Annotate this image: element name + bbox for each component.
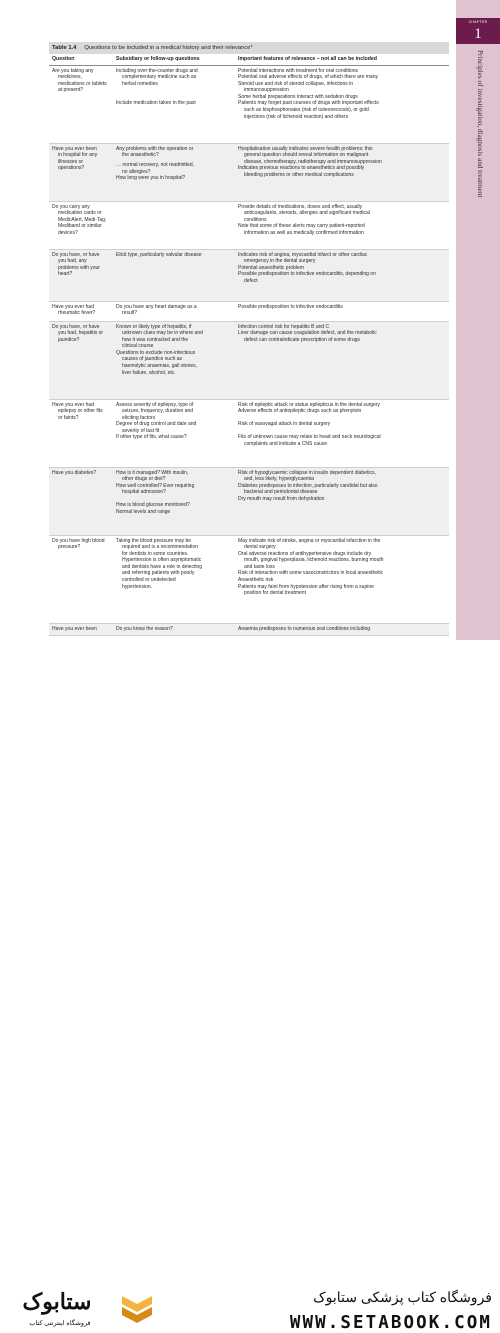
- relevance-cell-line: Risk of epileptic attack or status epilepticus in the dental surgery: [238, 401, 381, 408]
- question-line: Are you taking any: [52, 67, 94, 74]
- relevance-cell-line: conditions: [244, 216, 267, 223]
- relevance-cell: [235, 250, 449, 301]
- relevance-cell-line: disease, chemotherapy, radiotherapy and immunosuppression: [244, 158, 382, 165]
- relevance-cell-line: Risk of hypoglycaemic collapse in insulin dependent diabetics,: [238, 469, 376, 476]
- follow-up-cell-line: required and is a recommendation: [122, 544, 198, 551]
- relevance-cell-line: bacterial and periodontal disease: [244, 489, 318, 496]
- relevance-cell-line: Indicates risk of angina, myocardial infarct or other cardiac: [238, 251, 368, 258]
- table-row: [49, 624, 449, 636]
- relevance-cell-line: Risk of interaction with some vasoconstrictors in local anaesthetic: [238, 570, 384, 577]
- follow-up-cell-line: Any problems with the operation or: [116, 145, 194, 152]
- follow-up-cell: [113, 468, 235, 535]
- relevance-cell-line: injections (risk of lichenoid reaction) and others: [244, 113, 349, 120]
- question-line: Have you ever had: [52, 401, 94, 408]
- chapter-title: Principles of investigation, diagnosis and treatment: [476, 50, 484, 198]
- question-cell: [49, 66, 113, 143]
- question-line: jaundice?: [58, 336, 80, 343]
- relevance-cell-line: immunosuppression: [244, 87, 289, 94]
- question-line: you had, any: [58, 258, 87, 265]
- table-caption-text: Questions to be included in a medical history and their relevance*: [84, 45, 253, 51]
- relevance-cell-line: and taste loss: [244, 563, 275, 570]
- relevance-cell-line: information as well as medically confirmed information: [244, 229, 364, 236]
- follow-up-cell-line: liver failure, alcohol, etc.: [122, 369, 176, 376]
- question-cell: [49, 624, 113, 635]
- relevance-cell-line: and, less likely, hyperglycaemia: [244, 476, 314, 483]
- follow-up-cell-line: causes of jaundice such as: [122, 356, 183, 363]
- question-line: Do you have, or have: [52, 323, 100, 330]
- follow-up-cell-line: controlled or undetected: [122, 577, 176, 584]
- follow-up-cell-line: and referring patients with poorly: [122, 570, 195, 577]
- question-cell: [49, 302, 113, 321]
- relevance-cell: [235, 468, 449, 535]
- table-row: [49, 536, 449, 624]
- question-line: you had, hepatitis or: [58, 330, 104, 337]
- relevance-cell-line: emergency in the dental surgery: [244, 258, 316, 265]
- question-line: Do you have high blood: [52, 537, 105, 544]
- relevance-cell-line: Potential oral adverse effects of drugs, of which there are many: [238, 74, 378, 81]
- follow-up-cell-line: how it was contracted and the: [122, 336, 189, 343]
- question-line: at present?: [58, 87, 84, 94]
- follow-up-cell: [113, 202, 235, 249]
- relevance-cell-line: Indicates previous reactions to anaesthetics and possibly: [238, 165, 365, 172]
- question-cell: [49, 250, 113, 301]
- relevance-cell-line: Potential anaesthetic problem: [238, 264, 304, 271]
- question-line: problems with your: [58, 264, 100, 271]
- table-row: [49, 66, 449, 144]
- question-line: operations?: [58, 165, 85, 172]
- relevance-cell-line: general question should reveal information on malignant: [244, 152, 369, 159]
- question-cell: [49, 202, 113, 249]
- relevance-cell-line: bleeding problems or other medical complications: [244, 171, 354, 178]
- publisher-footer: [0, 640, 500, 1333]
- relevance-cell-line: Fits of unknown cause may relate to head and neck neurological: [238, 434, 381, 441]
- follow-up-cell-line: hypertension.: [122, 583, 153, 590]
- question-line: Have you diabetes?: [52, 469, 97, 476]
- relevance-cell: [235, 202, 449, 249]
- header-relevance: Important features of relevance – not all can be included: [238, 56, 377, 62]
- follow-up-cell-line: Known or likely type of hepatitis, if: [116, 323, 192, 330]
- table-row: [49, 400, 449, 468]
- question-line: or faints?: [58, 414, 79, 421]
- question-line: Have you ever had: [52, 303, 94, 310]
- relevance-cell-line: defect can contraindicate prescription of some drugs: [244, 336, 360, 343]
- relevance-cell-line: Risk of vasovagal attack in dental surgery: [238, 421, 331, 428]
- question-line: Have you ever been: [52, 145, 97, 152]
- relevance-cell-line: Adverse effects of antiepileptic drugs such as phenytoin: [238, 408, 362, 415]
- relevance-cell: [235, 322, 449, 399]
- follow-up-cell-line: eliciting factors: [122, 414, 156, 421]
- follow-up-cell-line: Do you have any heart damage as a: [116, 303, 197, 310]
- relevance-cell: [235, 302, 449, 321]
- relevance-cell-line: Dry mouth may result from dehydration: [238, 495, 325, 502]
- follow-up-cell-line: Assess severity of epilepsy, type of: [116, 401, 194, 408]
- follow-up-cell: [113, 66, 235, 143]
- follow-up-cell-line: Normal levels and range: [116, 509, 171, 516]
- relevance-cell-line: Potential interactions with treatment for oral conditions: [238, 67, 359, 74]
- follow-up-cell: [113, 536, 235, 623]
- relevance-cell-line: Possible predisposition to infective endocarditis: [238, 303, 343, 310]
- relevance-cell-line: Liver damage can cause coagulation defect, and the metabolic: [238, 330, 377, 337]
- question-line: medicines,: [58, 74, 82, 81]
- follow-up-cell-line: other drugs or diet?: [122, 476, 166, 483]
- follow-up-cell: [113, 250, 235, 301]
- relevance-cell-line: Provide details of medications, doses and effect, usually: [238, 203, 363, 210]
- relevance-cell: [235, 400, 449, 467]
- follow-up-cell-line: … normal recovery, not readmitted,: [116, 161, 194, 168]
- question-line: MedicAlert, Medi-Tag,: [58, 216, 107, 223]
- relevance-cell-line: such as bisphosphonates (risk of osteonecrosis), or gold: [244, 107, 369, 114]
- question-line: Mediband or similar: [58, 223, 102, 230]
- store-title: فروشگاه کتاب پزشکی ستابوک: [313, 1289, 492, 1305]
- table-row: [49, 468, 449, 536]
- relevance-cell-line: Patients may forget past courses of drugs with important effects: [238, 100, 379, 107]
- follow-up-cell-line: severity of last fit: [122, 427, 160, 434]
- follow-up-cell: [113, 322, 235, 399]
- follow-up-cell: [113, 624, 235, 635]
- follow-up-cell-line: haemolytic anaemias, gall stones,: [122, 363, 198, 370]
- relevance-cell-line: Note that some of these alerts may carry patient-reported: [238, 223, 365, 230]
- question-cell: [49, 536, 113, 623]
- follow-up-cell-line: and dentists have a role in detecting: [122, 563, 203, 570]
- follow-up-cell-line: Elicit type, particularly valvular disease: [116, 251, 202, 258]
- follow-up-cell-line: Degree of drug control and date and: [116, 421, 197, 428]
- follow-up-cell-line: Including over-the-counter drugs and: [116, 67, 198, 74]
- table-row: [49, 144, 449, 202]
- follow-up-cell-line: How well controlled? Ever requiring: [116, 482, 195, 489]
- follow-up-cell-line: How long were you in hospital?: [116, 175, 186, 182]
- relevance-cell-line: Anaesthetic risk: [238, 577, 274, 584]
- table-row: [49, 250, 449, 302]
- relevance-cell-line: mouth, gingival hyperplasia, lichenoid reactions, burning mouth: [244, 557, 384, 564]
- relevance-cell: [235, 144, 449, 201]
- follow-up-cell-line: seizure, frequency, duration and: [122, 408, 194, 415]
- follow-up-cell-line: herbal remedies: [122, 80, 158, 87]
- question-line: heart?: [58, 271, 73, 278]
- question-line: Do you carry any: [52, 203, 90, 210]
- logo-wordmark: ستابوک: [22, 1289, 92, 1314]
- table-row: [49, 202, 449, 250]
- follow-up-cell-line: complementary medicine such as: [122, 74, 197, 81]
- question-line: medications or tablets: [58, 80, 107, 87]
- relevance-cell-line: Infection control risk for hepatitis B and C: [238, 323, 330, 330]
- follow-up-cell-line: How is it managed? With insulin,: [116, 469, 189, 476]
- question-cell: [49, 468, 113, 535]
- question-cell: [49, 400, 113, 467]
- book-logo-icon: [118, 1290, 156, 1328]
- relevance-cell-line: complaints and indicate a CNS cause: [244, 441, 328, 448]
- follow-up-cell-line: Questions to exclude non-infectious: [116, 349, 196, 356]
- follow-up-cell-line: no allergies?: [122, 168, 151, 175]
- question-line: Do you have, or have: [52, 251, 100, 258]
- relevance-cell-line: Oral adverse reactions of antihypertensive drugs include dry: [238, 550, 372, 557]
- history-table: [49, 42, 449, 636]
- relevance-cell-line: Possible predisposition to infective endocarditis, depending on: [238, 271, 376, 278]
- chapter-tab: [456, 18, 500, 44]
- relevance-cell-line: anticoagulants, steroids, allergies and significant medical: [244, 210, 370, 217]
- logo-subtext: فروشگاه اینترنتی کتاب: [29, 1320, 91, 1327]
- question-line: rheumatic fever?: [58, 310, 96, 317]
- follow-up-cell-line: the anaesthetic?: [122, 152, 159, 159]
- table-row: [49, 322, 449, 400]
- question-line: epilepsy or other fits: [58, 408, 103, 415]
- relevance-cell-line: Anaemia predisposes to numerous oral conditions including: [238, 625, 371, 632]
- relevance-cell-line: Steroid use and risk of steroid collapse, infections in: [238, 80, 354, 87]
- follow-up-cell-line: hospital admission?: [122, 489, 166, 496]
- question-line: Have you ever been: [52, 625, 97, 632]
- chapter-number: 1: [474, 26, 482, 42]
- question-line: pressure?: [58, 544, 81, 551]
- relevance-cell-line: position for dental treatment: [244, 590, 306, 597]
- header-question: Question: [52, 56, 75, 62]
- table-header: [49, 54, 449, 66]
- relevance-cell-line: Some herbal preparations interact with sedation drugs: [238, 93, 358, 100]
- question-line: medication cards or: [58, 210, 102, 217]
- relevance-cell-line: Patients may faint from hypotension after rising from a supine: [238, 583, 374, 590]
- table-body: [49, 66, 449, 636]
- relevance-cell: [235, 66, 449, 143]
- relevance-cell-line: Hospitalisation usually indicates severe health problems; this: [238, 145, 373, 152]
- follow-up-cell-line: Include medication taken in the past: [116, 100, 196, 107]
- relevance-cell: [235, 624, 449, 635]
- store-url[interactable]: WWW.SETABOOK.COM: [289, 1313, 492, 1333]
- chapter-word: CHAPTER: [468, 20, 488, 24]
- relevance-cell-line: May indicate risk of stroke, angina or myocardial infarction in the: [238, 537, 381, 544]
- follow-up-cell: [113, 400, 235, 467]
- header-follow-up: Subsidiary or follow-up questions: [116, 56, 200, 62]
- question-cell: [49, 144, 113, 201]
- relevance-cell: [235, 536, 449, 623]
- question-line: in hospital for any: [58, 152, 98, 159]
- follow-up-cell-line: If other type of fits, what cause?: [116, 434, 187, 441]
- relevance-cell-line: Diabetes predisposes to infection, particularly candidal but also: [238, 482, 378, 489]
- relevance-cell-line: defect: [244, 277, 258, 284]
- follow-up-cell: [113, 144, 235, 201]
- follow-up-cell-line: Hypertension is often asymptomatic: [122, 557, 202, 564]
- question-line: devices?: [58, 229, 78, 236]
- table-label: Table 1.4: [52, 45, 77, 51]
- follow-up-cell-line: for dentists in some countries.: [122, 550, 189, 557]
- relevance-cell-line: dental surgery: [244, 544, 276, 551]
- table-caption: [49, 42, 449, 54]
- follow-up-cell: [113, 302, 235, 321]
- follow-up-cell-line: clinical course: [122, 343, 154, 350]
- book-page: [0, 0, 500, 640]
- table-row: [49, 302, 449, 322]
- follow-up-cell-line: How is blood glucose monitored?: [116, 502, 190, 509]
- follow-up-cell-line: Do you know the reason?: [116, 625, 173, 632]
- question-cell: [49, 322, 113, 399]
- follow-up-cell-line: unknown clues may be in where and: [122, 330, 203, 337]
- question-line: illnesses or: [58, 158, 84, 165]
- follow-up-cell-line: Taking the blood pressure may be: [116, 537, 192, 544]
- follow-up-cell-line: result?: [122, 310, 138, 317]
